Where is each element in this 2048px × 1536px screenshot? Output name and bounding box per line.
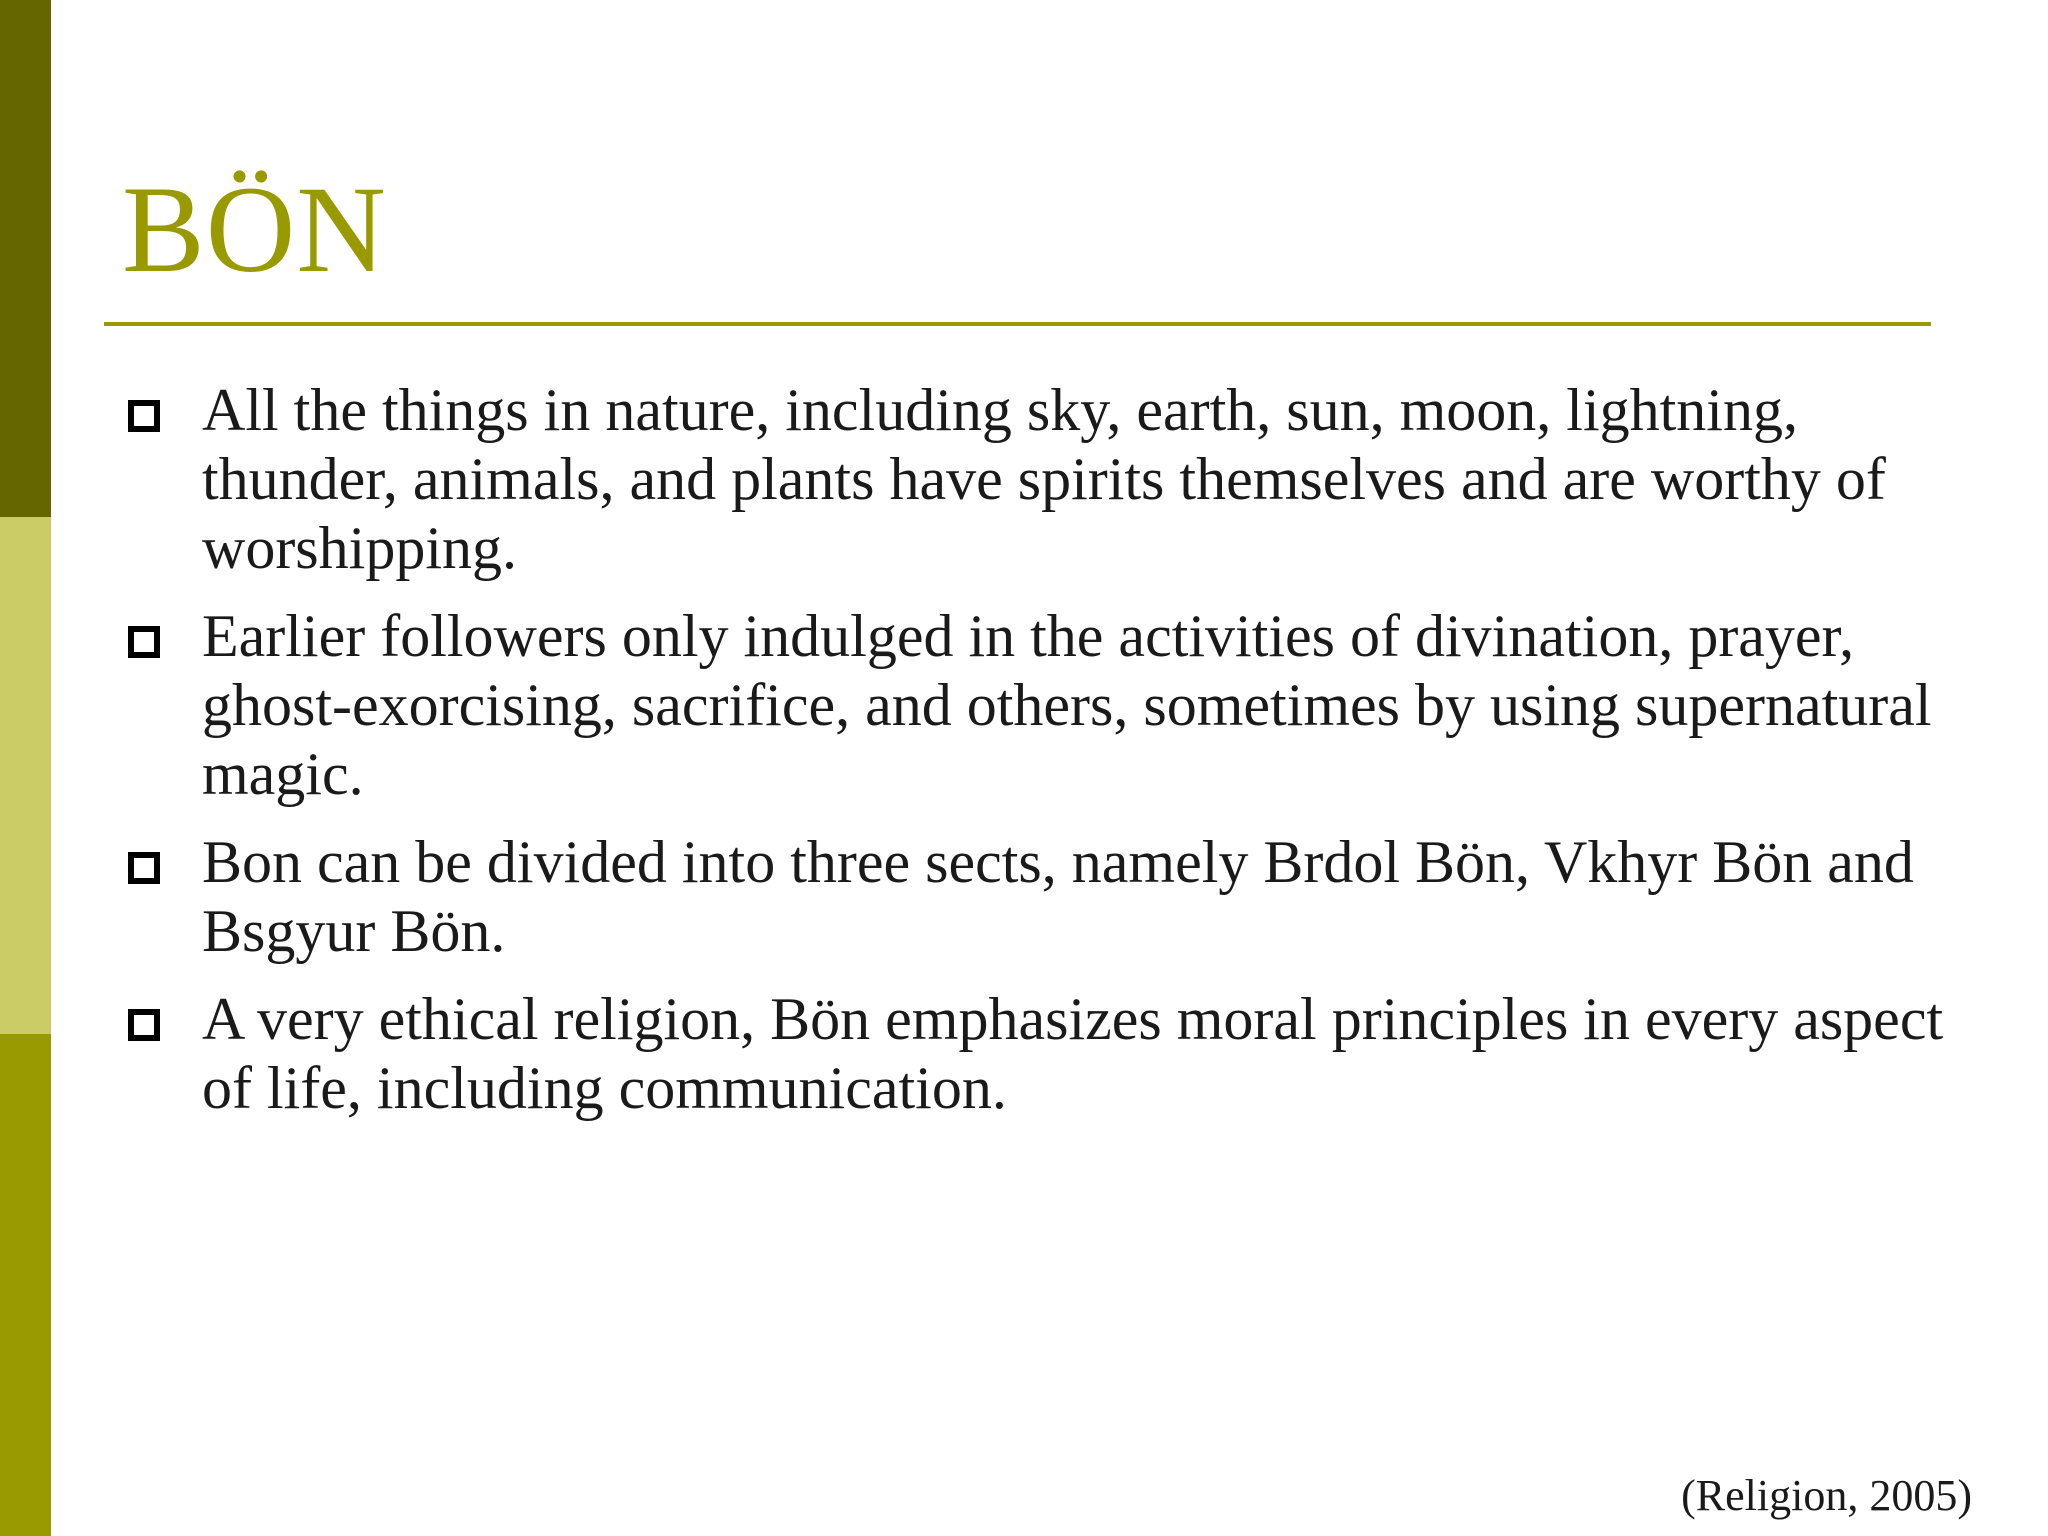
hollow-square-bullet-icon xyxy=(128,852,160,884)
hollow-square-bullet-icon xyxy=(128,400,160,432)
bullet-item xyxy=(128,602,1948,809)
hollow-square-bullet-icon xyxy=(128,1009,160,1041)
bullet-text: Bon can be divided into three sects, namely Brdol Bön, Vkhyr Bön and Bsgyur Bön. xyxy=(202,829,1914,964)
sidebar-stripe-middle xyxy=(0,517,51,1034)
sidebar-stripe-bottom xyxy=(0,1034,51,1536)
hollow-square-bullet-icon xyxy=(128,626,160,658)
bullet-item xyxy=(128,376,1948,583)
bullet-item xyxy=(128,828,1948,966)
bullet-list xyxy=(128,376,1948,1142)
bullet-text: Earlier followers only indulged in the activities of divination, prayer, ghost-exorcising, sacrifice, and others, sometimes by using supernatural magic. xyxy=(202,603,1932,807)
title-divider xyxy=(104,322,1931,326)
sidebar-stripe-top xyxy=(0,0,51,517)
bullet-text: A very ethical religion, Bön emphasizes moral principles in every aspect of life, including communication. xyxy=(202,986,1944,1121)
bullet-item xyxy=(128,985,1948,1123)
bullet-text: All the things in nature, including sky, earth, sun, moon, lightning, thunder, animals, and plants have spirits themselves and are worthy of worshipping. xyxy=(202,377,1886,581)
slide-title: BÖN xyxy=(122,161,387,298)
citation: (Religion, 2005) xyxy=(1681,1471,1972,1520)
